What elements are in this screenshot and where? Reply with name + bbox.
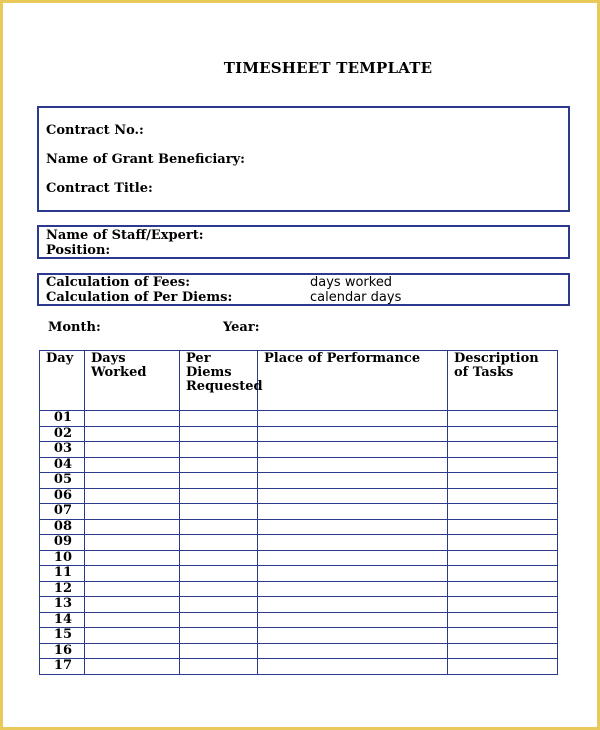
place-cell[interactable] — [258, 442, 448, 458]
place-cell[interactable] — [258, 566, 448, 582]
day-cell: 02 — [40, 426, 85, 442]
grant-beneficiary-label: Name of Grant Beneficiary: — [46, 152, 245, 167]
header-place: Place of Performance — [258, 351, 448, 411]
timesheet-body — [40, 411, 558, 675]
place-cell[interactable] — [258, 426, 448, 442]
day-cell: 06 — [40, 488, 85, 504]
place-cell[interactable] — [258, 597, 448, 613]
per-diems-cell[interactable] — [180, 581, 258, 597]
table-row — [40, 628, 558, 644]
per-diems-cell[interactable] — [180, 504, 258, 520]
day-cell: 03 — [40, 442, 85, 458]
place-cell[interactable] — [258, 659, 448, 675]
table-row — [40, 519, 558, 535]
contract-title-label: Contract Title: — [46, 181, 153, 196]
table-row — [40, 643, 558, 659]
description-cell[interactable] — [448, 581, 558, 597]
description-cell[interactable] — [448, 488, 558, 504]
per-diems-cell[interactable] — [180, 519, 258, 535]
table-row — [40, 426, 558, 442]
day-cell: 15 — [40, 628, 85, 644]
per-diems-cell[interactable] — [180, 659, 258, 675]
page-title: TIMESHEET TEMPLATE — [223, 59, 433, 77]
place-cell[interactable] — [258, 488, 448, 504]
per-diems-cell[interactable] — [180, 473, 258, 489]
table-row — [40, 612, 558, 628]
day-cell: 08 — [40, 519, 85, 535]
fees-value: days worked — [310, 275, 393, 290]
days-worked-cell[interactable] — [85, 426, 180, 442]
per-diems-cell[interactable] — [180, 411, 258, 427]
staff-label: Name of Staff/Expert: — [46, 228, 204, 243]
description-cell[interactable] — [448, 643, 558, 659]
per-diems-value: calendar days — [310, 290, 402, 305]
per-diems-cell[interactable] — [180, 550, 258, 566]
place-cell[interactable] — [258, 411, 448, 427]
month-label: Month: — [48, 320, 101, 335]
description-cell[interactable] — [448, 519, 558, 535]
per-diems-cell[interactable] — [180, 612, 258, 628]
place-cell[interactable] — [258, 643, 448, 659]
days-worked-cell[interactable] — [85, 597, 180, 613]
per-diems-label: Calculation of Per Diems: — [46, 290, 233, 305]
place-cell[interactable] — [258, 550, 448, 566]
description-cell[interactable] — [448, 566, 558, 582]
days-worked-cell[interactable] — [85, 519, 180, 535]
days-worked-cell[interactable] — [85, 550, 180, 566]
days-worked-cell[interactable] — [85, 442, 180, 458]
year-label: Year: — [223, 320, 260, 335]
table-row — [40, 488, 558, 504]
place-cell[interactable] — [258, 581, 448, 597]
day-cell: 04 — [40, 457, 85, 473]
day-cell: 11 — [40, 566, 85, 582]
day-cell: 14 — [40, 612, 85, 628]
header-days-worked: Days Worked — [85, 351, 180, 411]
table-row — [40, 659, 558, 675]
place-cell[interactable] — [258, 628, 448, 644]
days-worked-cell[interactable] — [85, 457, 180, 473]
days-worked-cell[interactable] — [85, 488, 180, 504]
days-worked-cell[interactable] — [85, 566, 180, 582]
day-cell: 13 — [40, 597, 85, 613]
header-description: Description of Tasks — [448, 351, 558, 411]
per-diems-cell[interactable] — [180, 488, 258, 504]
per-diems-cell[interactable] — [180, 628, 258, 644]
day-cell: 05 — [40, 473, 85, 489]
table-row — [40, 566, 558, 582]
days-worked-cell[interactable] — [85, 504, 180, 520]
table-row — [40, 581, 558, 597]
per-diems-cell[interactable] — [180, 535, 258, 551]
days-worked-cell[interactable] — [85, 643, 180, 659]
description-cell[interactable] — [448, 411, 558, 427]
days-worked-cell[interactable] — [85, 659, 180, 675]
table-row — [40, 535, 558, 551]
description-cell[interactable] — [448, 612, 558, 628]
per-diems-cell[interactable] — [180, 643, 258, 659]
description-cell[interactable] — [448, 442, 558, 458]
per-diems-cell[interactable] — [180, 426, 258, 442]
day-cell: 12 — [40, 581, 85, 597]
description-cell[interactable] — [448, 504, 558, 520]
table-row — [40, 442, 558, 458]
description-cell[interactable] — [448, 659, 558, 675]
description-cell[interactable] — [448, 597, 558, 613]
fees-label: Calculation of Fees: — [46, 275, 190, 290]
days-worked-cell[interactable] — [85, 612, 180, 628]
place-cell[interactable] — [258, 535, 448, 551]
per-diems-cell[interactable] — [180, 566, 258, 582]
table-row — [40, 504, 558, 520]
table-row — [40, 550, 558, 566]
table-row — [40, 457, 558, 473]
days-worked-cell[interactable] — [85, 473, 180, 489]
header-per-diems: Per Diems Requested — [180, 351, 258, 411]
contract-no-label: Contract No.: — [46, 123, 144, 138]
header-day: Day — [40, 351, 85, 411]
days-worked-cell[interactable] — [85, 628, 180, 644]
position-label: Position: — [46, 243, 111, 258]
table-row — [40, 411, 558, 427]
table-header-row — [40, 351, 558, 411]
table-row — [40, 597, 558, 613]
place-cell[interactable] — [258, 457, 448, 473]
place-cell[interactable] — [258, 519, 448, 535]
per-diems-cell[interactable] — [180, 597, 258, 613]
per-diems-cell[interactable] — [180, 442, 258, 458]
day-cell: 16 — [40, 643, 85, 659]
day-cell: 10 — [40, 550, 85, 566]
days-worked-cell[interactable] — [85, 581, 180, 597]
per-diems-cell[interactable] — [180, 457, 258, 473]
description-cell[interactable] — [448, 457, 558, 473]
day-cell: 17 — [40, 659, 85, 675]
description-cell[interactable] — [448, 550, 558, 566]
days-worked-cell[interactable] — [85, 535, 180, 551]
place-cell[interactable] — [258, 504, 448, 520]
table-row — [40, 473, 558, 489]
description-cell[interactable] — [448, 535, 558, 551]
day-cell: 01 — [40, 411, 85, 427]
description-cell[interactable] — [448, 628, 558, 644]
day-cell: 09 — [40, 535, 85, 551]
place-cell[interactable] — [258, 473, 448, 489]
place-cell[interactable] — [258, 612, 448, 628]
timesheet-table — [39, 350, 558, 675]
days-worked-cell[interactable] — [85, 411, 180, 427]
description-cell[interactable] — [448, 426, 558, 442]
description-cell[interactable] — [448, 473, 558, 489]
day-cell: 07 — [40, 504, 85, 520]
